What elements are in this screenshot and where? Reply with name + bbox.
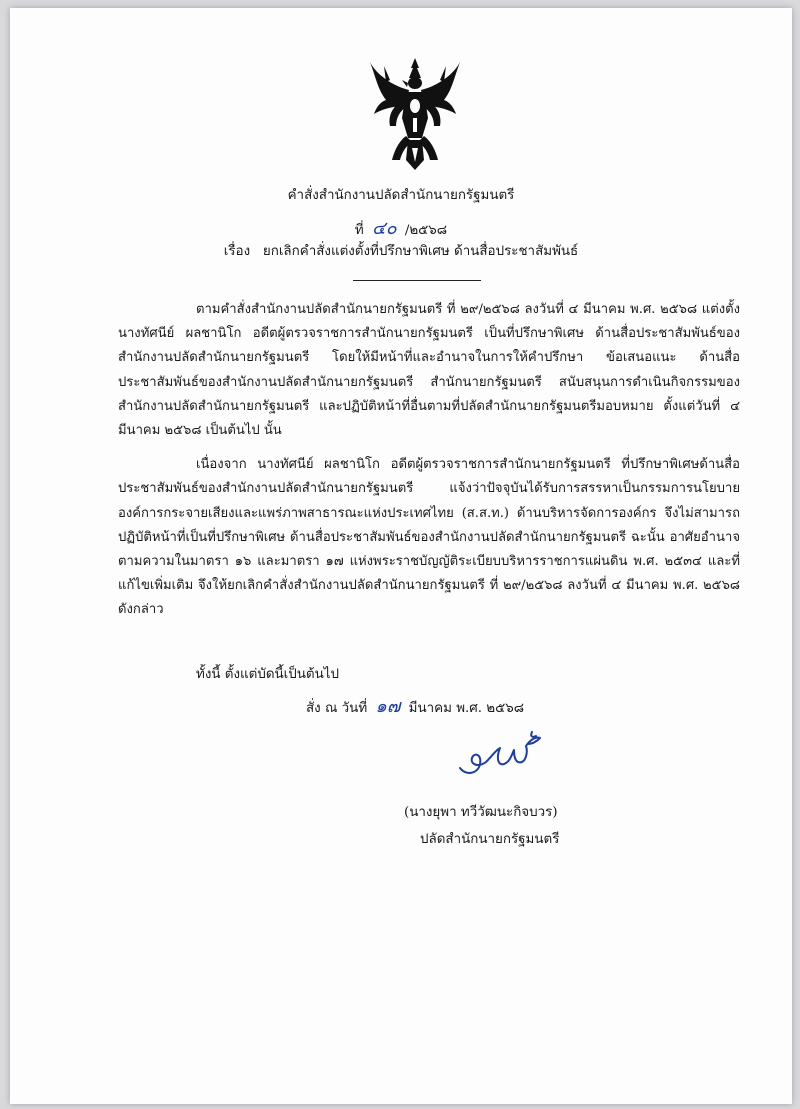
divider	[353, 280, 481, 281]
order-title: คำสั่งสำนักงานปลัดสำนักนายกรัฐมนตรี	[287, 188, 515, 203]
garuda-emblem-icon	[362, 56, 468, 174]
signer-position: ปลัดสำนักนายกรัฐมนตรี	[420, 832, 560, 847]
order-number	[10, 213, 792, 242]
given-prefix: สั่ง ณ วันที่	[306, 701, 368, 716]
given-date	[306, 691, 524, 720]
subject-label: เรื่อง	[223, 244, 251, 259]
handwritten-day: ๑๗	[375, 696, 401, 717]
signer-name: (นางยุพา ทวีวัฒนะกิจบวร)	[404, 805, 558, 820]
handwritten-signature	[456, 728, 546, 780]
order-body	[118, 298, 740, 633]
order-subject	[10, 240, 792, 261]
subject-text: ยกเลิกคำสั่งแต่งตั้งที่ปรึกษาพิเศษ ด้านสื่อประชาสัมพันธ์	[262, 244, 579, 259]
handwritten-number: ๔๐	[371, 218, 397, 239]
document-page	[10, 8, 792, 1104]
number-prefix: ที่	[354, 223, 364, 238]
given-suffix: มีนาคม พ.ศ. ๒๕๖๘	[408, 701, 525, 716]
number-suffix: /๒๕๖๘	[404, 223, 448, 238]
body-paragraph: เนื่องจาก นางทัศนีย์ ผลชานิโก อดีตผู้ตรวจราชการสำนักนายกรัฐมนตรี ที่ปรึกษาพิเศษด้านสื่อประชาสัมพันธ์ของสำนักงานปลัดสำนักนายกรัฐมนตรี แจ้งว่าปัจจุบันได้รับการสรรหาเป็นกรรมการนโยบาย องค์การกระจายเสียงและแพร่ภาพสาธารณะแห่งประเทศไทย (ส.ส.ท.) ด้านบริหารจัดการองค์กร จึงไม่สามารถปฏิบัติหน้าที่เป็นที่ปรึกษาพิเศษ ด้านสื่อประชาสัมพันธ์ของสำนักงานปลัดสำนักนายกรัฐมนตรี ฉะนั้น อาศัยอำนาจตามความในมาตรา ๑๖ และมาตรา ๑๗ แห่งพระราชบัญญัติระเบียบบริหารราชการแผ่นดิน พ.ศ. ๒๕๓๔ และที่แก้ไขเพิ่มเติม จึงให้ยกเลิกคำสั่งสำนักงานปลัดสำนักนายกรัฐมนตรี ที่ ๒๙/๒๕๖๘ ลงวันที่ ๔ มีนาคม พ.ศ. ๒๕๖๘ ดังกล่าว	[118, 457, 740, 618]
body-paragraph: ตามคำสั่งสำนักงานปลัดสำนักนายกรัฐมนตรี ที่ ๒๙/๒๕๖๘ ลงวันที่ ๔ มีนาคม พ.ศ. ๒๕๖๘ แต่งตั้ง นางทัศนีย์ ผลชานิโก อดีตผู้ตรวจราชการสำนักนายกรัฐมนตรี เป็นที่ปรึกษาพิเศษ ด้านสื่อประชาสัมพันธ์ของสำนักงานปลัดสำนักนายกรัฐมนตรี โดยให้มีหน้าที่และอำนาจในการให้คำปรึกษา ข้อเสนอแนะ ด้านสื่อประชาสัมพันธ์ของสำนักงานปลัดสำนักนายกรัฐมนตรี สำนักนายกรัฐมนตรี สนับสนุนการดำเนินกิจกรรมของสำนักงานปลัดสำนักนายกรัฐมนตรี และปฏิบัติหน้าที่อื่นตามที่ปลัดสำนักนายกรัฐมนตรีมอบหมาย ตั้งแต่วันที่ ๔ มีนาคม ๒๕๖๘ เป็นต้นไป นั้น	[118, 302, 740, 439]
effective-statement: ทั้งนี้ ตั้งแต่บัดนี้เป็นต้นไป	[196, 667, 340, 682]
